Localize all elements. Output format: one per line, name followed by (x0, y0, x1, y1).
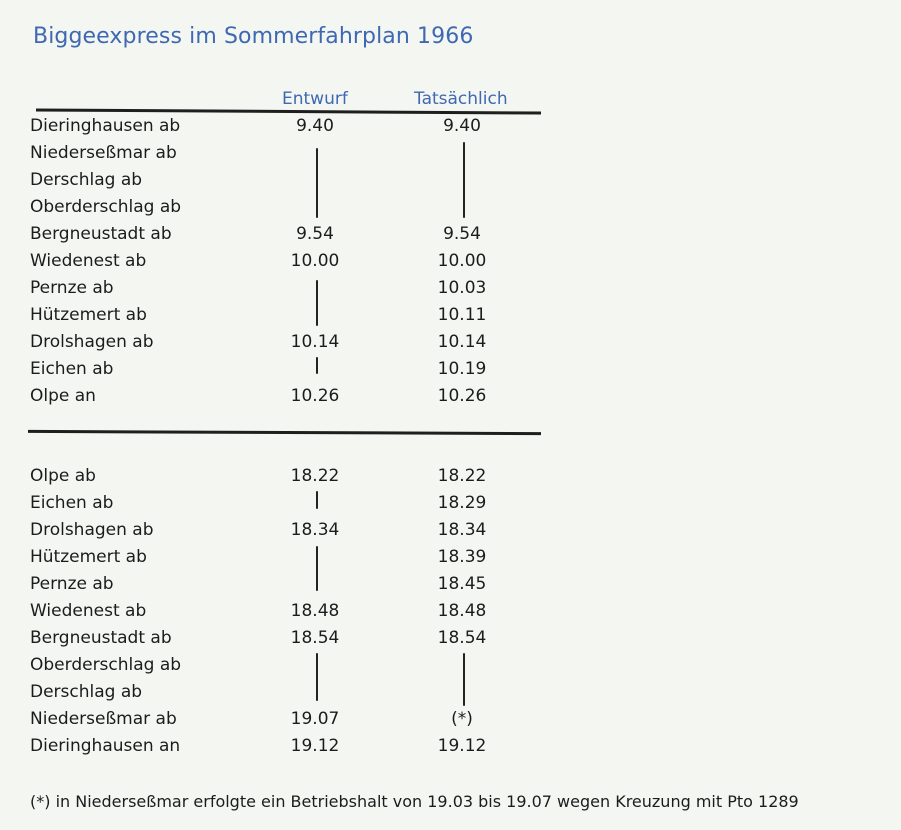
column-header-draft: Entwurf (282, 89, 348, 109)
pass-through-line (463, 142, 465, 218)
draft-time: 9.40 (296, 116, 334, 136)
actual-time: 18.45 (437, 574, 487, 594)
section-divider (28, 430, 541, 435)
actual-time: 18.22 (437, 466, 487, 486)
pass-through-line (316, 357, 318, 374)
pass-through-line (316, 546, 318, 591)
pass-through-line (463, 653, 465, 706)
footnote: (*) in Niederseßmar erfolgte ein Betriebshalt von 19.03 bis 19.07 wegen Kreuzung mit Pto 1289 (30, 792, 799, 811)
actual-time: 10.00 (437, 251, 487, 271)
actual-time: 9.40 (443, 116, 481, 136)
draft-time: 10.26 (290, 386, 340, 406)
actual-time: 9.54 (443, 224, 481, 244)
actual-time: 18.29 (437, 493, 487, 513)
station-name: Pernze ab (30, 278, 114, 298)
station-name: Dieringhausen ab (30, 116, 181, 136)
station-name: Oberderschlag ab (30, 655, 182, 675)
station-name: Pernze ab (30, 574, 114, 594)
actual-time: 10.14 (437, 332, 487, 352)
page-title: Biggeexpress im Sommerfahrplan 1966 (33, 24, 474, 49)
station-name: Derschlag ab (30, 682, 143, 702)
station-name: Bergneustadt ab (30, 628, 172, 648)
station-name: Wiedenest ab (30, 251, 147, 271)
station-name: Niederseßmar ab (30, 709, 177, 729)
column-header-actual: Tatsächlich (414, 89, 508, 109)
pass-through-line (316, 280, 318, 326)
actual-time: 18.48 (437, 601, 487, 621)
draft-time: 18.34 (290, 520, 340, 540)
actual-time: (*) (451, 709, 473, 729)
draft-time: 19.12 (290, 736, 340, 756)
actual-time: 19.12 (437, 736, 487, 756)
draft-time: 9.54 (296, 224, 334, 244)
station-name: Bergneustadt ab (30, 224, 172, 244)
draft-time: 18.48 (290, 601, 340, 621)
station-name: Dieringhausen an (30, 736, 181, 756)
actual-time: 18.34 (437, 520, 487, 540)
station-name: Niederseßmar ab (30, 143, 177, 163)
draft-time: 10.14 (290, 332, 340, 352)
actual-time: 18.39 (437, 547, 487, 567)
station-name: Oberderschlag ab (30, 197, 182, 217)
draft-time: 18.54 (290, 628, 340, 648)
station-name: Drolshagen ab (30, 520, 154, 540)
station-name: Eichen ab (30, 359, 114, 379)
draft-time: 10.00 (290, 251, 340, 271)
station-name: Olpe an (30, 386, 96, 406)
station-name: Derschlag ab (30, 170, 143, 190)
pass-through-line (316, 148, 318, 218)
actual-time: 10.19 (437, 359, 487, 379)
actual-time: 10.26 (437, 386, 487, 406)
actual-time: 10.11 (437, 305, 487, 325)
pass-through-line (316, 491, 318, 509)
station-name: Drolshagen ab (30, 332, 154, 352)
pass-through-line (316, 653, 318, 701)
actual-time: 18.54 (437, 628, 487, 648)
draft-time: 18.22 (290, 466, 340, 486)
station-name: Hützemert ab (30, 547, 147, 567)
actual-time: 10.03 (437, 278, 487, 298)
station-name: Hützemert ab (30, 305, 147, 325)
station-name: Olpe ab (30, 466, 96, 486)
station-name: Eichen ab (30, 493, 114, 513)
station-name: Wiedenest ab (30, 601, 147, 621)
draft-time: 19.07 (290, 709, 340, 729)
